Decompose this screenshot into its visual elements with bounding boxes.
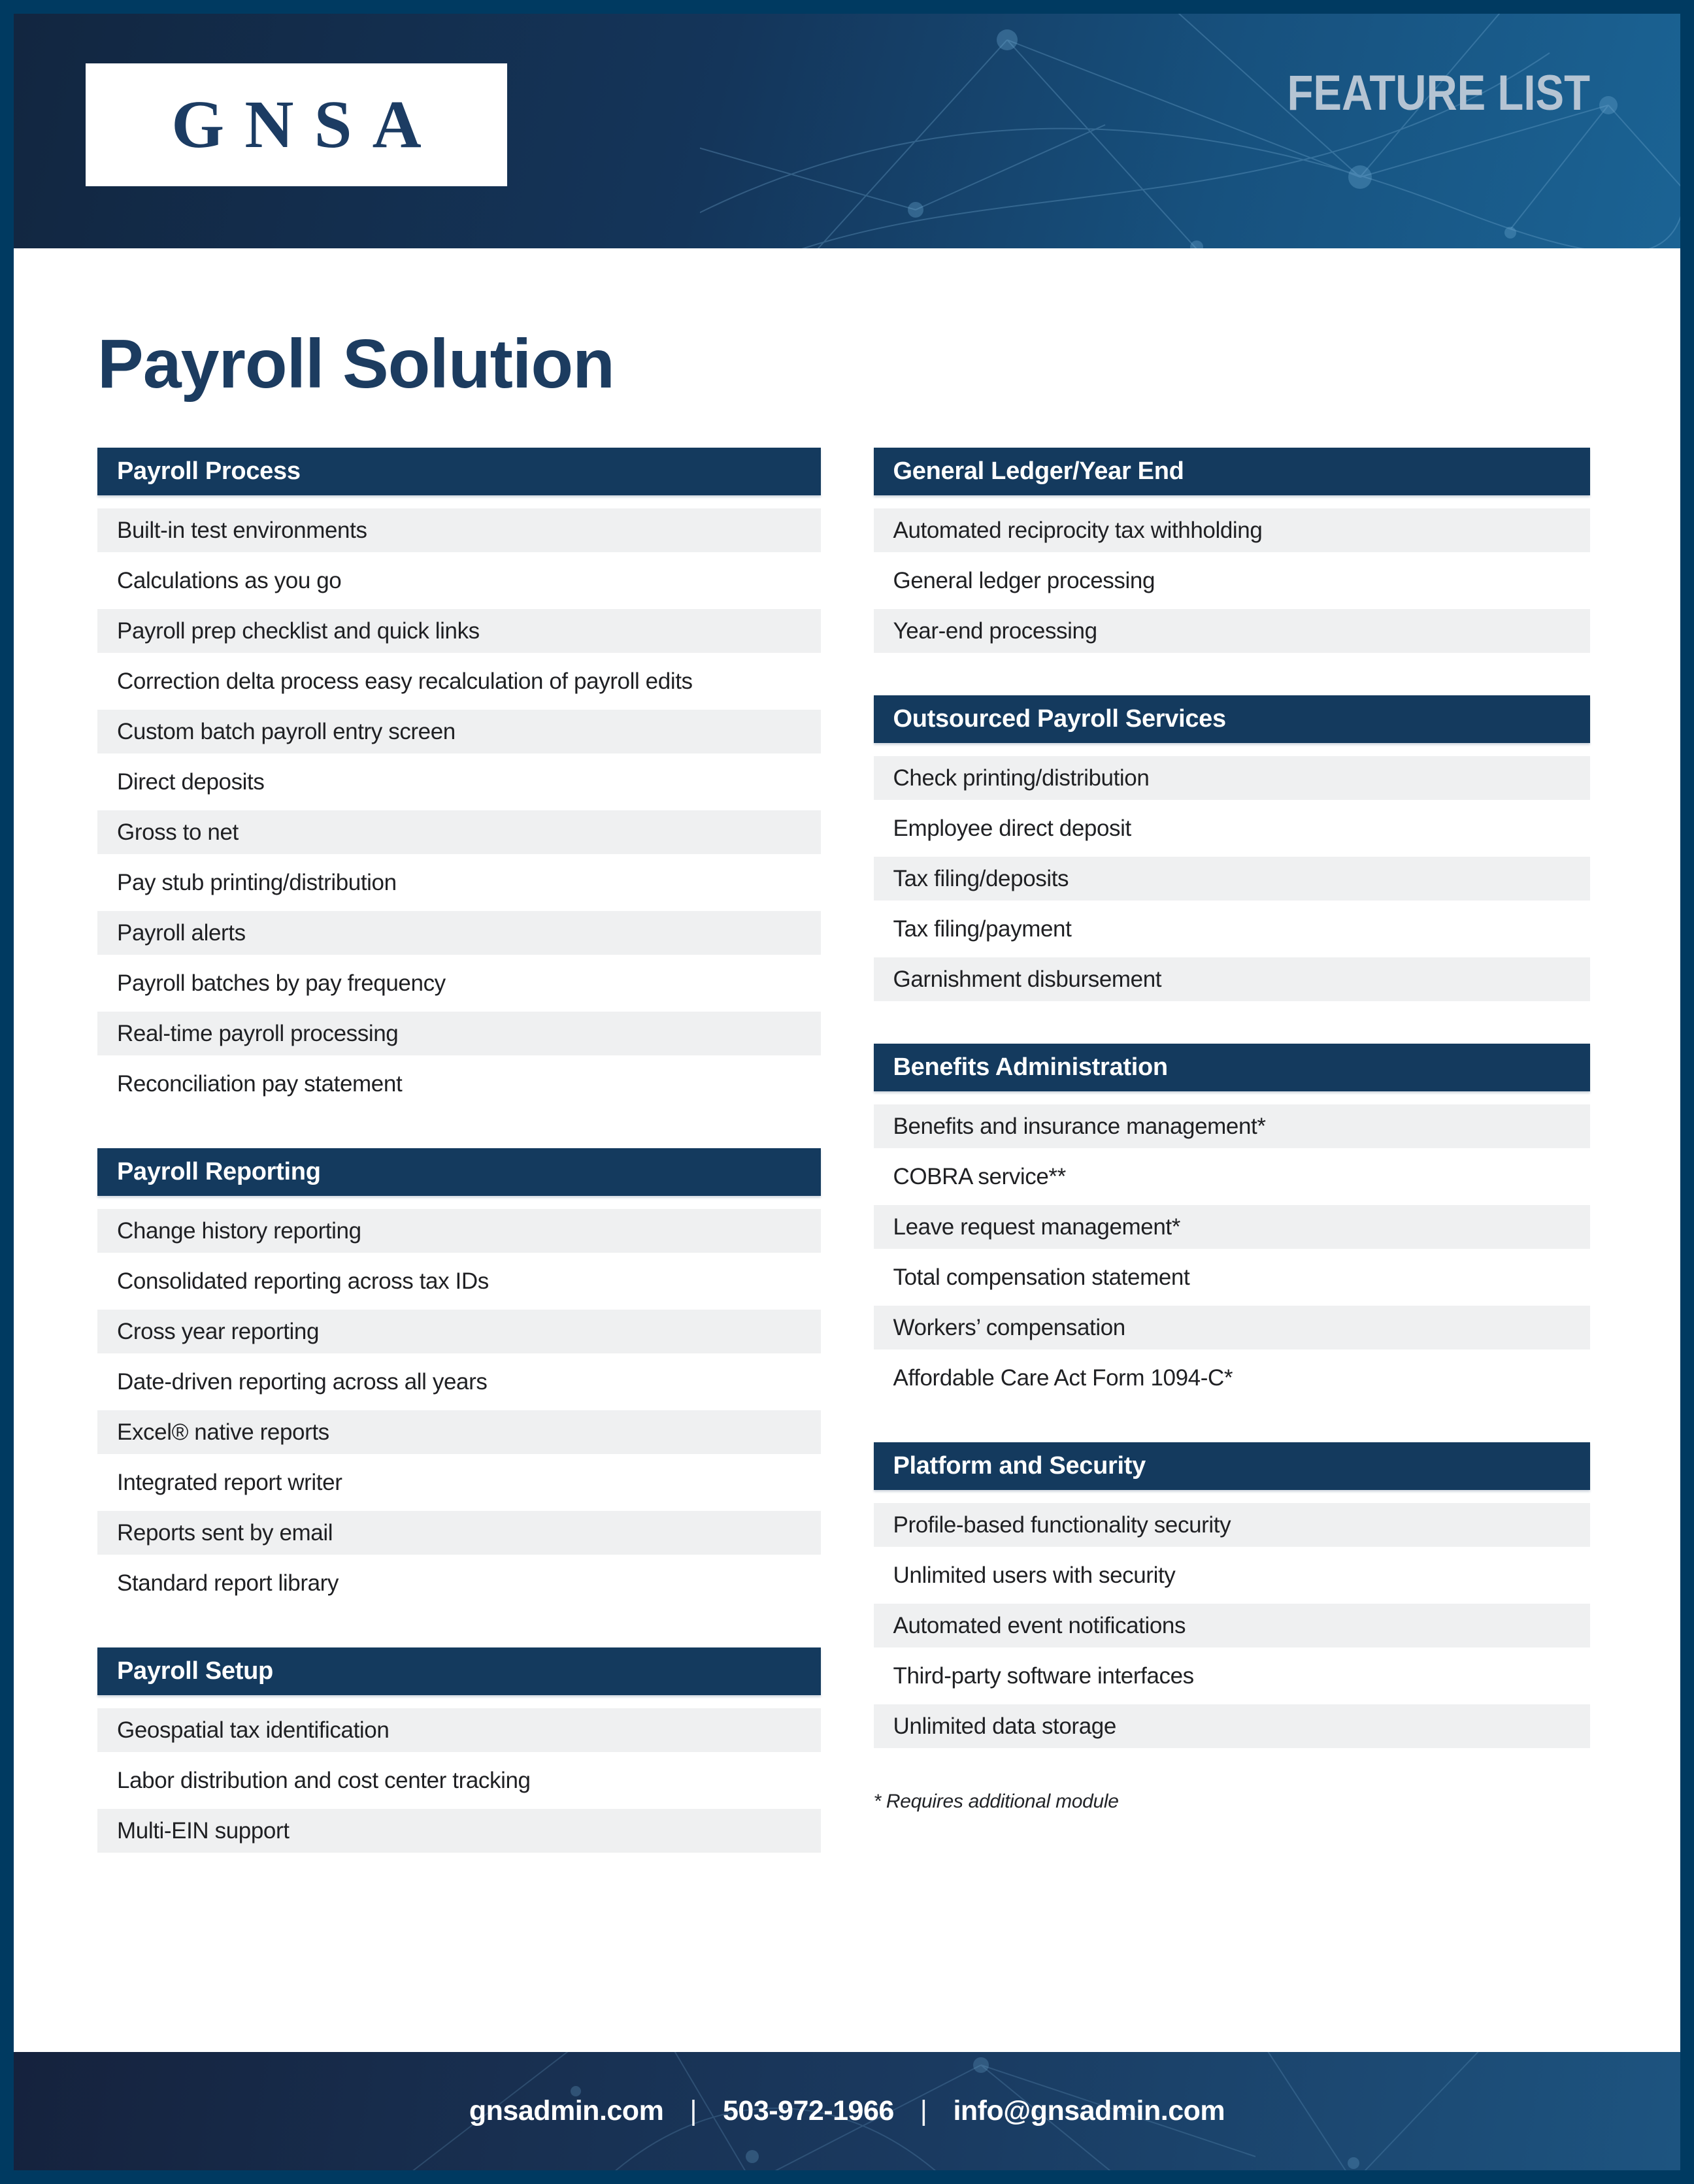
banner <box>14 14 1680 248</box>
feature-item: Pay stub printing/distribution <box>97 857 821 908</box>
section-header: Payroll Process <box>97 448 821 495</box>
section-rows <box>874 753 1591 1004</box>
section-header: Benefits Administration <box>874 1044 1591 1091</box>
feature-item: Cross year reporting <box>97 1306 821 1357</box>
section-header: Platform and Security <box>874 1442 1591 1490</box>
feature-item: Multi-EIN support <box>97 1806 821 1856</box>
footer-website: gnsadmin.com <box>469 2095 664 2126</box>
feature-item: Reports sent by email <box>97 1508 821 1558</box>
gnsa-logo-text: GNSA <box>171 87 442 162</box>
network-pattern-decoration <box>700 14 1680 248</box>
section-rows <box>874 505 1591 656</box>
feature-item: Real-time payroll processing <box>97 1008 821 1059</box>
feature-item: Standard report library <box>97 1558 821 1608</box>
feature-item: Reconciliation pay statement <box>97 1059 821 1109</box>
feature-item: Affordable Care Act Form 1094-C* <box>874 1353 1591 1403</box>
feature-item: Automated event notifications <box>874 1600 1591 1651</box>
footer-email: info@gnsadmin.com <box>953 2095 1225 2126</box>
feature-item: Payroll prep checklist and quick links <box>97 606 821 656</box>
feature-item: Unlimited data storage <box>874 1701 1591 1751</box>
feature-section <box>874 448 1591 656</box>
feature-item: Leave request management* <box>874 1202 1591 1252</box>
feature-item: Direct deposits <box>97 757 821 807</box>
section-rows <box>97 1705 821 1856</box>
footer-contact-line <box>469 2095 1225 2127</box>
feature-item: Date-driven reporting across all years <box>97 1357 821 1407</box>
feature-item: Year-end processing <box>874 606 1591 656</box>
feature-item: Built-in test environments <box>97 505 821 555</box>
section-rows <box>97 505 821 1109</box>
feature-item: Workers’ compensation <box>874 1302 1591 1353</box>
feature-item: Calculations as you go <box>97 555 821 606</box>
section-rows <box>874 1500 1591 1751</box>
feature-item: Employee direct deposit <box>874 803 1591 853</box>
feature-item: Labor distribution and cost center tracking <box>97 1755 821 1806</box>
section-header: Payroll Setup <box>97 1647 821 1695</box>
feature-item: Consolidated reporting across tax IDs <box>97 1256 821 1306</box>
section-header: Payroll Reporting <box>97 1148 821 1196</box>
section-rows <box>97 1206 821 1608</box>
feature-section <box>874 1442 1591 1751</box>
feature-item: Custom batch payroll entry screen <box>97 706 821 757</box>
footer-phone: 503-972-1966 <box>722 2095 894 2126</box>
feature-item: Profile-based functionality security <box>874 1500 1591 1550</box>
feature-section <box>874 1044 1591 1403</box>
feature-columns <box>97 448 1590 1895</box>
feature-item: Unlimited users with security <box>874 1550 1591 1600</box>
section-header: General Ledger/Year End <box>874 448 1591 495</box>
footnote: * Requires additional module <box>873 1791 1119 1813</box>
section-header: Outsourced Payroll Services <box>874 695 1591 743</box>
page-title: Payroll Solution <box>97 325 614 403</box>
feature-item: COBRA service** <box>874 1151 1591 1202</box>
feature-item: Payroll batches by pay frequency <box>97 958 821 1008</box>
feature-item: Tax filing/payment <box>874 904 1591 954</box>
feature-item: Automated reciprocity tax withholding <box>874 505 1591 555</box>
feature-item: Payroll alerts <box>97 908 821 958</box>
footer-separator: | <box>689 2095 697 2126</box>
feature-item: Check printing/distribution <box>874 753 1591 803</box>
section-rows <box>874 1101 1591 1403</box>
feature-item: Correction delta process easy recalculation of payroll edits <box>97 656 821 706</box>
feature-item: Third-party software interfaces <box>874 1651 1591 1701</box>
feature-section <box>97 448 821 1109</box>
feature-item: Total compensation statement <box>874 1252 1591 1302</box>
feature-list-label: FEATURE LIST <box>1287 65 1590 121</box>
left-column <box>97 448 821 1895</box>
feature-item: Integrated report writer <box>97 1457 821 1508</box>
feature-item: General ledger processing <box>874 555 1591 606</box>
footer <box>14 2052 1680 2170</box>
main-content <box>14 248 1680 2052</box>
feature-item: Geospatial tax identification <box>97 1705 821 1755</box>
right-column <box>874 448 1591 1813</box>
feature-item: Benefits and insurance management* <box>874 1101 1591 1151</box>
feature-item: Change history reporting <box>97 1206 821 1256</box>
feature-section <box>97 1647 821 1856</box>
feature-section <box>97 1148 821 1608</box>
feature-item: Gross to net <box>97 807 821 857</box>
feature-item: Garnishment disbursement <box>874 954 1591 1004</box>
feature-item: Excel® native reports <box>97 1407 821 1457</box>
feature-section <box>874 695 1591 1004</box>
gnsa-logo <box>86 63 507 186</box>
footer-separator: | <box>920 2095 927 2126</box>
feature-item: Tax filing/deposits <box>874 853 1591 904</box>
